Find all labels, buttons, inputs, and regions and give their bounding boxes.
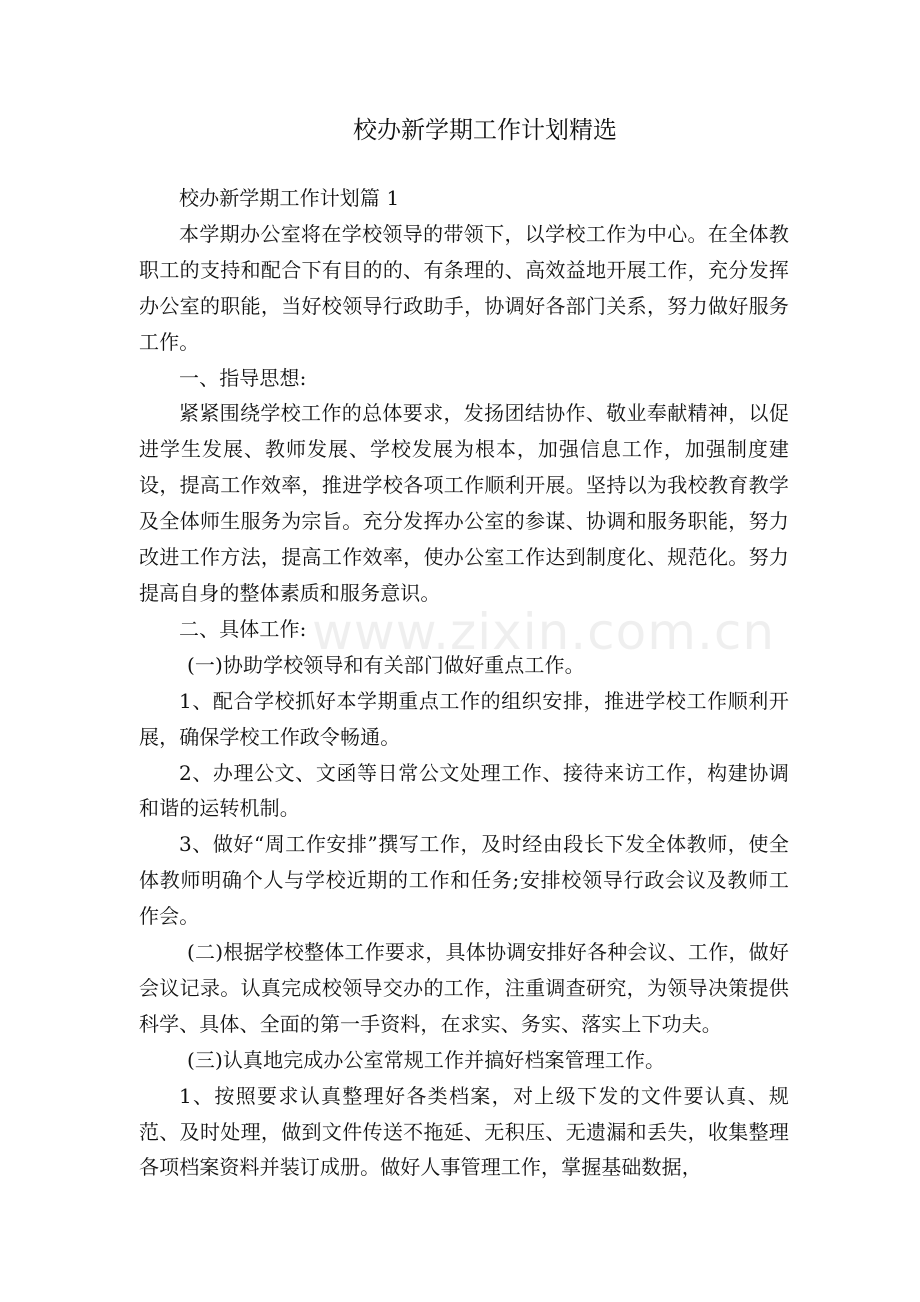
document-title: 校办新学期工作计划精选 [353,116,617,144]
body-paragraph: 本学期办公室将在学校领导的带领下，以学校工作为中心。在全体教职工的支持和配合下有目的的、有条理的、高效益地开展工作，充分发挥办公室的职能，当好校领导行政助手，协调好各部门关系，努力做好服务工作。 [139,221,789,354]
body-paragraph: 3、做好“周工作安排”撰写工作，及时经由段长下发全体教师，使全体教师明确个人与学校近期的工作和任务;安排校领导行政会议及教师工作会。 [139,832,789,929]
sub-heading: (一)协助学校领导和有关部门做好重点工作。 [187,652,585,677]
document-body [139,181,789,1186]
section-heading: 一、指导思想: [179,365,307,390]
body-paragraph: 1、按照要求认真整理好各类档案，对上级下发的文件要认真、规范、及时处理，做到文件传送不拖延、无积压、无遗漏和丢失，收集整理各项档案资料并装订成册。做好人事管理工作，掌握基础数据， [139,1083,789,1180]
body-paragraph: 紧紧围绕学校工作的总体要求，发扬团结协作、敬业奉献精神，以促进学生发展、教师发展、学校发展为根本，加强信息工作，加强制度建设，提高工作效率，推进学校各项工作顺利开展。坚持以为我校教育教学及全体师生服务为宗旨。充分发挥办公室的参谋、协调和服务职能，努力改进工作方法，提高工作效率，使办公室工作达到制度化、规范化。努力提高自身的整体素质和服务意识。 [139,401,789,605]
body-paragraph: 1、配合学校抓好本学期重点工作的组织安排，推进学校工作顺利开展，确保学校工作政令畅通。 [139,688,789,749]
sub-heading: (三)认真地完成办公室常规工作并搞好档案管理工作。 [187,1047,666,1072]
watermark: www.zixin.com.cn [312,603,776,661]
body-paragraph: (二)根据学校整体工作要求，具体协调安排好各种会议、工作，做好会议记录。认真完成校领导交办的工作，注重调查研究，为领导决策提供科学、具体、全面的第一手资料，在求实、务实、落实上下功夫。 [139,940,789,1036]
body-paragraph: 2、办理公文、文函等日常公文处理工作、接待来访工作，构建协调和谐的运转机制。 [139,760,789,821]
section-heading: 二、具体工作: [179,616,307,641]
section-heading: 校办新学期工作计划篇 1 [179,186,400,210]
